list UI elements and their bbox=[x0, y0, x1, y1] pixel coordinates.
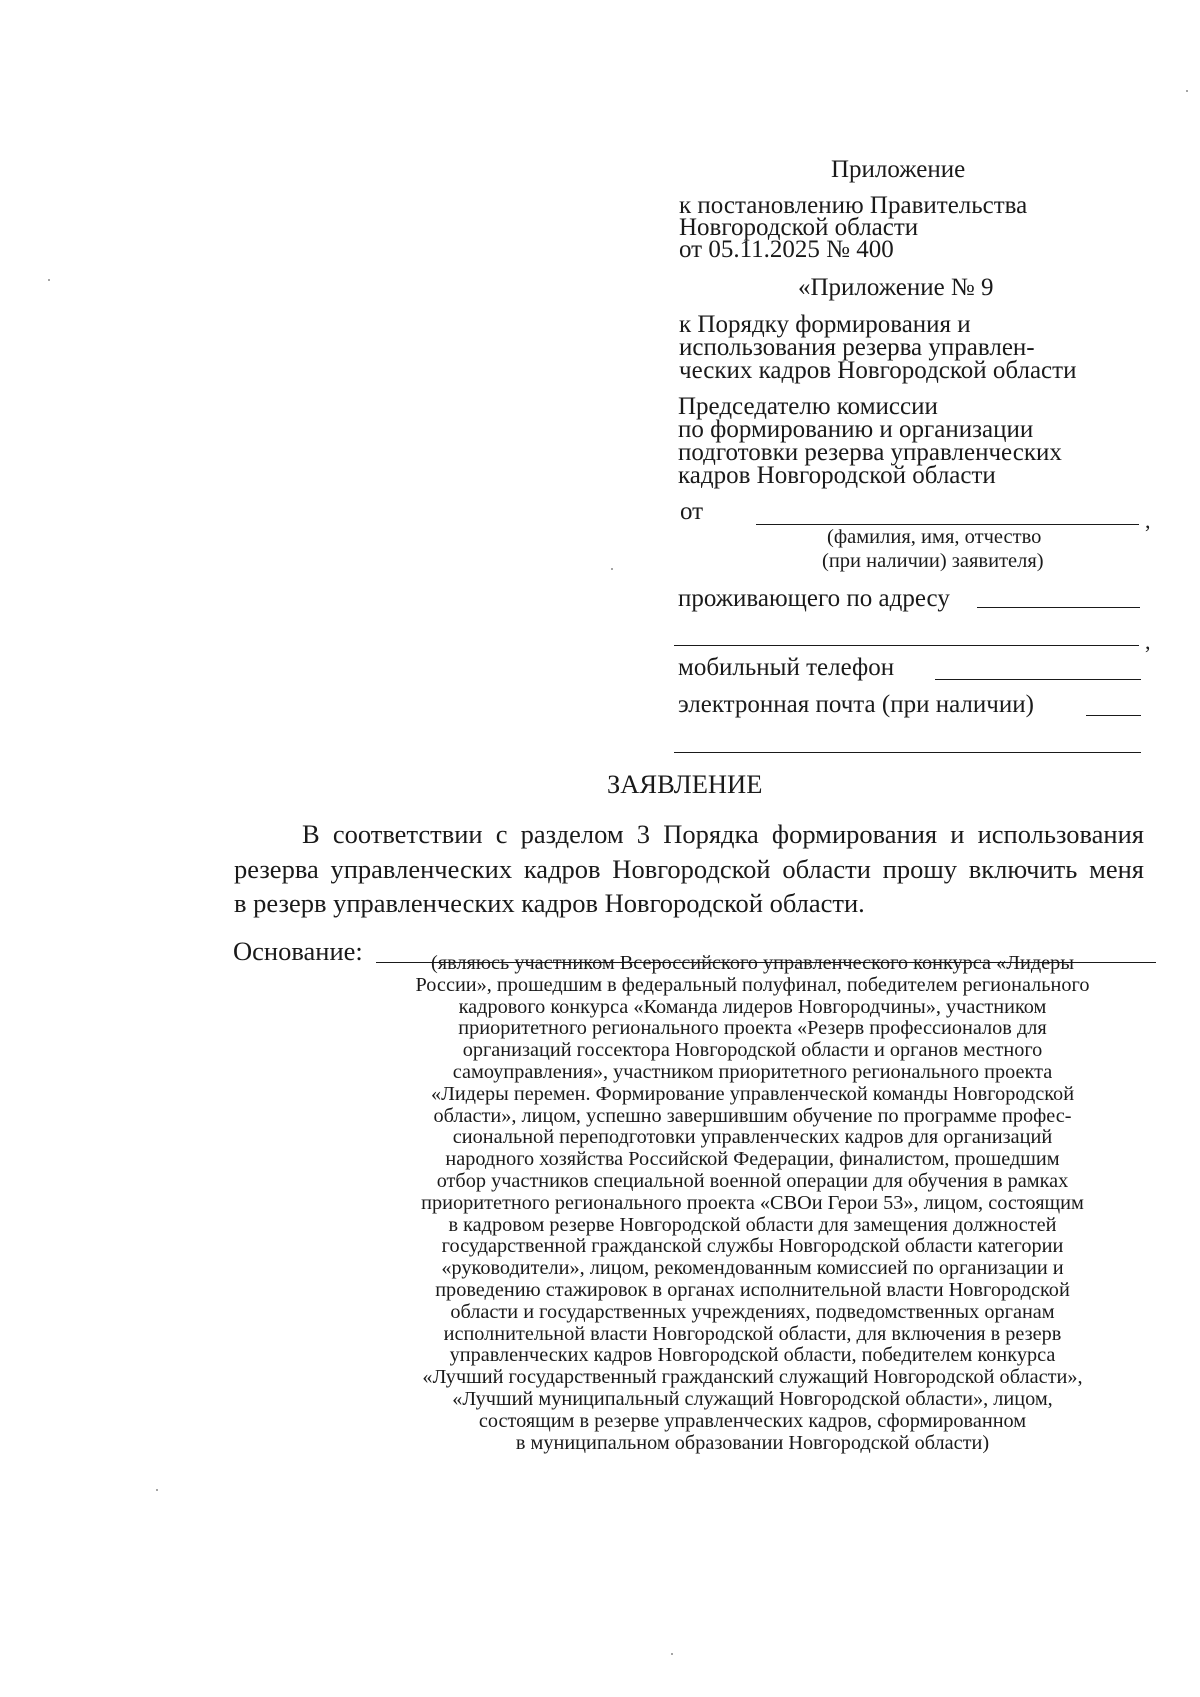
phone-line[interactable] bbox=[935, 679, 1141, 680]
basis-text-line: в кадровом резерве Новгородской области для замещения должностей bbox=[448, 1213, 1057, 1236]
statement-line-1: В соответствии с разделом 3 Порядка формирования и использования bbox=[302, 819, 1144, 849]
scan-speck bbox=[1186, 90, 1188, 92]
basis-text-line: состоящим в резерве управленческих кадров, сформированном bbox=[478, 1409, 1027, 1432]
basis-text-line: исполнительной власти Новгородской области, для включения в резерв bbox=[443, 1322, 1062, 1345]
statement-title: ЗАЯВЛЕНИЕ bbox=[607, 769, 763, 799]
basis-explanation bbox=[370, 953, 1135, 1454]
annex9-line-1: к Порядку формирования и bbox=[679, 311, 971, 338]
annex9-title: «Приложение № 9 bbox=[798, 274, 994, 301]
basis-text-line: России», прошедшим в федеральный полуфинал, победителем регионального bbox=[415, 973, 1090, 996]
from-label: от bbox=[680, 498, 704, 525]
statement-line-3: в резерв управленческих кадров Новгородской области. bbox=[234, 888, 865, 918]
basis-text-line: отбор участников специальной военной операции для обучения в рамках bbox=[436, 1169, 1069, 1192]
address-comma: , bbox=[1145, 629, 1151, 654]
basis-text-line: сиональной переподготовки управленческих кадров для организаций bbox=[452, 1126, 1053, 1149]
applicant-name-line[interactable] bbox=[756, 524, 1139, 525]
basis-text-line: «Лидеры перемен. Формирование управленческой команды Новгородской bbox=[430, 1082, 1075, 1105]
scan-speck bbox=[611, 568, 613, 570]
basis-text-line: народного хозяйства Российской Федерации, финалистом, прошедшим bbox=[445, 1148, 1060, 1171]
basis-text-line: области», лицом, успешно завершившим обучение по программе профес- bbox=[433, 1104, 1072, 1127]
email-label: электронная почта (при наличии) bbox=[678, 691, 1034, 718]
name-comma: , bbox=[1145, 508, 1151, 533]
email-line-2[interactable] bbox=[674, 752, 1141, 753]
annex-line-2: Новгородской области bbox=[679, 214, 919, 241]
basis-text-line: самоуправления», участником приоритетного регионального проекта bbox=[452, 1060, 1053, 1083]
basis-text-line: (являюсь участником Всероссийского управленческого конкурса «Лидеры bbox=[431, 952, 1074, 974]
basis-text-line: в муниципальном образовании Новгородской области) bbox=[515, 1431, 990, 1454]
basis-text-line: приоритетного регионального проекта «Резерв профессионалов для bbox=[458, 1017, 1047, 1040]
basis-text-line: государственной гражданской службы Новгородской области категории bbox=[441, 1235, 1064, 1258]
address-line-2[interactable] bbox=[674, 645, 1139, 646]
annex-date-number: от 05.11.2025 № 400 bbox=[679, 236, 894, 263]
basis-label: Основание: bbox=[233, 936, 363, 966]
name-hint-line-2: (при наличии) заявителя) bbox=[822, 550, 1044, 572]
addressee-line-1: Председателю комиссии bbox=[678, 393, 938, 420]
annex-title: Приложение bbox=[831, 156, 966, 183]
basis-text-line: приоритетного регионального проекта «СВОи Герои 53», лицом, состоящим bbox=[421, 1191, 1084, 1214]
basis-text-line: «Лучший государственный гражданский служащий Новгородской области», bbox=[422, 1366, 1083, 1389]
scan-speck bbox=[48, 279, 50, 281]
scan-speck bbox=[671, 1653, 673, 1655]
annex9-line-3: ческих кадров Новгородской области bbox=[679, 357, 1077, 384]
phone-label: мобильный телефон bbox=[678, 654, 895, 681]
email-line-1[interactable] bbox=[1086, 715, 1141, 716]
basis-text-line: управленческих кадров Новгородской области, победителем конкурса bbox=[449, 1344, 1056, 1367]
addressee-line-3: подготовки резерва управленческих bbox=[678, 439, 1062, 466]
name-hint-line-1: (фамилия, имя, отчество bbox=[827, 526, 1042, 548]
annex-line-1: к постановлению Правительства bbox=[679, 192, 1028, 219]
addressee-line-2: по формированию и организации bbox=[678, 416, 1034, 443]
basis-text-line: «руководители», лицом, рекомендованным комиссией по организации и bbox=[441, 1257, 1064, 1280]
basis-text-line: кадрового конкурса «Команда лидеров Новгородчины», участником bbox=[458, 995, 1047, 1018]
address-line-1[interactable] bbox=[977, 607, 1140, 608]
address-label: проживающего по адресу bbox=[678, 585, 950, 612]
basis-text-line: организаций госсектора Новгородской области и органов местного bbox=[462, 1039, 1043, 1062]
addressee-line-4: кадров Новгородской области bbox=[678, 462, 996, 489]
basis-text-line: «Лучший муниципальный служащий Новгородской области», лицом, bbox=[452, 1387, 1053, 1410]
basis-text-line: области и государственных учреждениях, подведомственных органам bbox=[450, 1300, 1055, 1323]
statement-line-2: резерва управленческих кадров Новгородской области прошу включить меня bbox=[234, 853, 1144, 884]
annex9-line-2: использования резерва управлен- bbox=[679, 334, 1035, 361]
basis-text-line: проведению стажировок в органах исполнительной власти Новгородской bbox=[435, 1278, 1070, 1301]
statement-body bbox=[234, 817, 1144, 921]
scan-speck bbox=[156, 1489, 158, 1491]
